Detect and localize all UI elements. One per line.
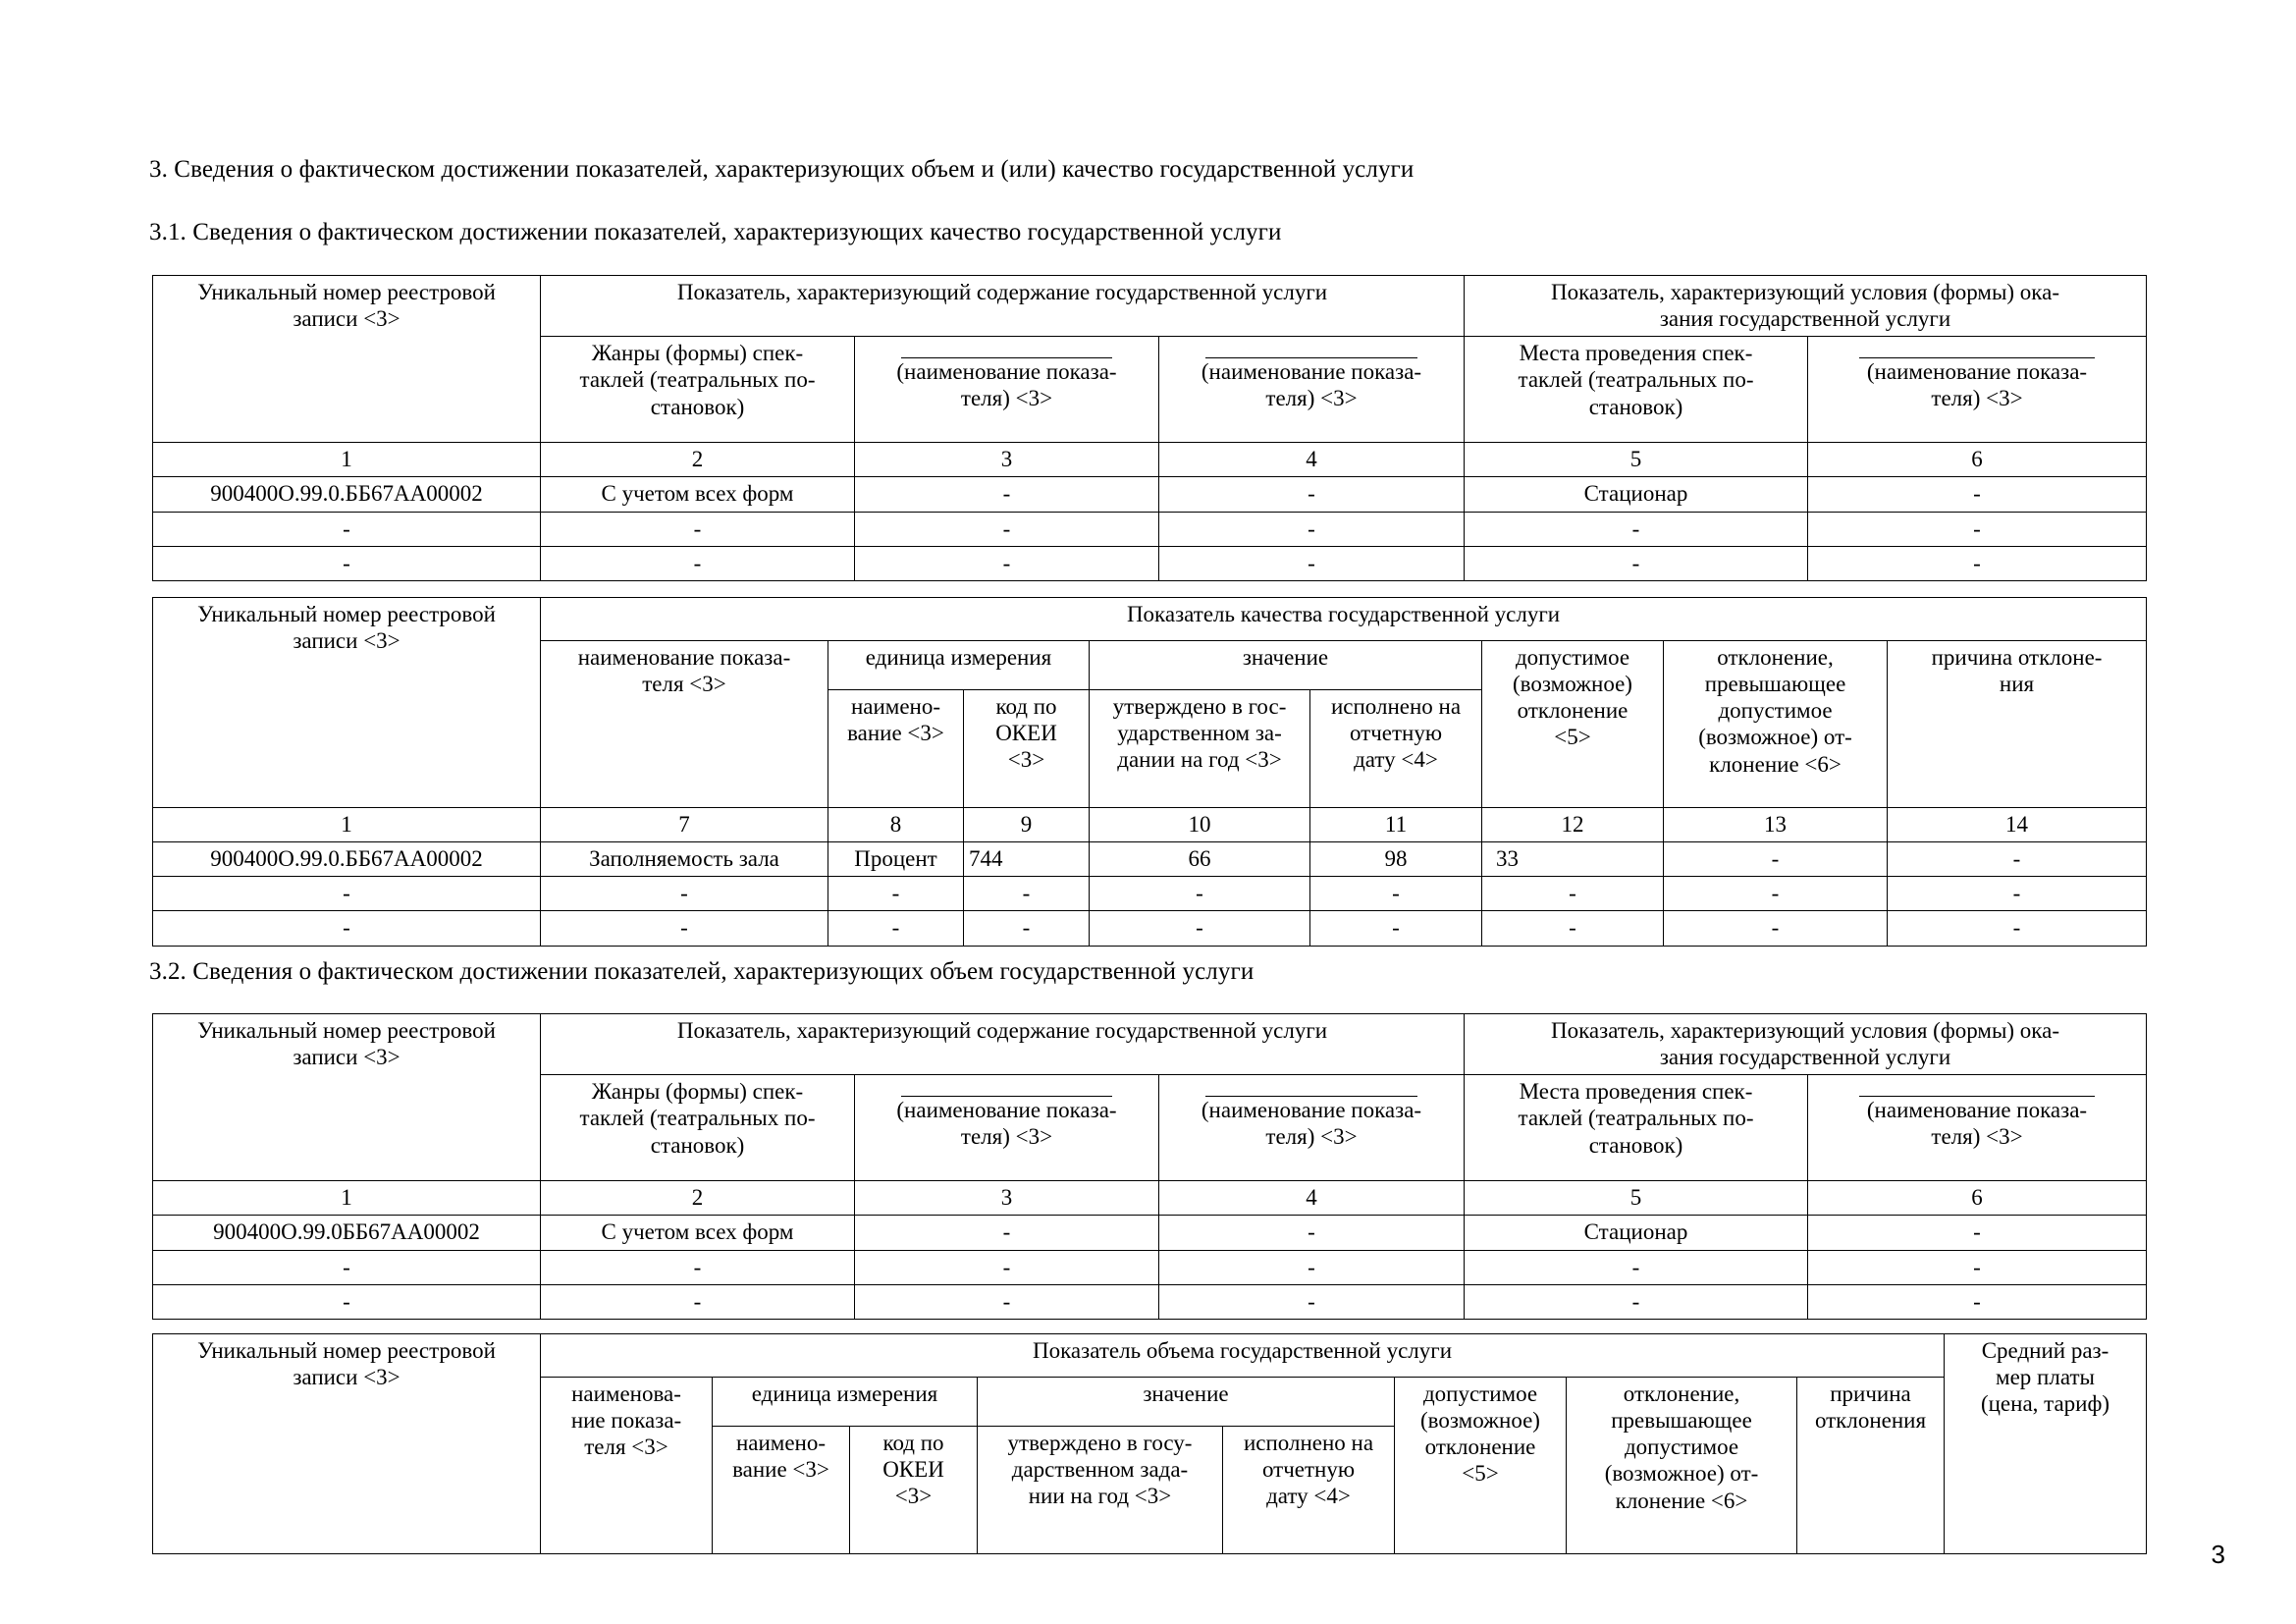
reg-number-value: - [153, 877, 541, 911]
okei-code-value: 744 [964, 842, 1090, 877]
unit-name-value: Процент [828, 842, 964, 877]
okei-code-header: код по ОКЕИ <3> [850, 1427, 978, 1554]
unit-name-value: - [828, 911, 964, 946]
indicator-name-header-3: (наименование показа- теля) <3> [855, 1075, 1159, 1181]
quality-indicator-main-header: Показатель качества государственной услуги [541, 598, 2147, 641]
unit-name-header: наимено- вание <3> [828, 690, 964, 808]
col-num-5: 5 [1465, 443, 1808, 477]
unit-of-measure-header: единица измерения [713, 1378, 978, 1427]
table-row [153, 1216, 2147, 1250]
excess-deviation-value: - [1664, 842, 1888, 877]
indicator-6-value: - [1808, 1284, 2147, 1319]
indicator-6-value: - [1808, 512, 2147, 546]
approved-value: 66 [1090, 842, 1310, 877]
col-num-2: 2 [541, 1181, 855, 1216]
table-row [153, 877, 2147, 911]
content-indicator-header: Показатель, характеризующий содержание государственной услуги [541, 1014, 1465, 1075]
place-value: Стационар [1465, 477, 1808, 512]
executed-value: - [1310, 911, 1482, 946]
indicator-name-header-3: (наименование показа- теля) <3> [855, 337, 1159, 443]
reg-number-value: - [153, 1250, 541, 1284]
reason-value: - [1888, 877, 2147, 911]
indicator-name-value: - [541, 911, 828, 946]
table-volume-indicators [152, 1333, 2147, 1554]
placeholder-line [901, 346, 1112, 358]
reg-number-value: - [153, 546, 541, 580]
genre-value: - [541, 546, 855, 580]
indicator-name-header: наименование показа- теля <3> [541, 641, 828, 808]
table-row [153, 842, 2147, 877]
placeholder-line [1859, 346, 2095, 358]
approved-header: утверждено в госу- дарственном зада- нии на год <3> [978, 1427, 1223, 1554]
reg-number-value: - [153, 911, 541, 946]
placeholder-line [1205, 346, 1417, 358]
column-numbers-row [153, 443, 2147, 477]
col-num-6: 6 [1808, 1181, 2147, 1216]
okei-code-header: код по ОКЕИ <3> [964, 690, 1090, 808]
table-row [153, 911, 2147, 946]
executed-header: исполнено на отчетную дату <4> [1223, 1427, 1395, 1554]
indicator-3-value: - [855, 512, 1159, 546]
section-3-1-heading: 3.1. Сведения о фактическом достижении показателей, характеризующих качество государственной услуги [149, 219, 1282, 245]
table-row [153, 276, 2147, 337]
column-numbers-row [153, 808, 2147, 842]
reason-value: - [1888, 911, 2147, 946]
okei-code-value: - [964, 877, 1090, 911]
col-num-3: 3 [855, 443, 1159, 477]
reg-number-value: 900400О.99.0ББ67АА00002 [153, 1216, 541, 1250]
executed-header: исполнено на отчетную дату <4> [1310, 690, 1482, 808]
excess-deviation-value: - [1664, 877, 1888, 911]
indicator-name-value: - [541, 877, 828, 911]
excess-deviation-header: отклонение, превышающее допустимое (возможное) от- клонение <6> [1664, 641, 1888, 808]
genre-value: - [541, 512, 855, 546]
col-num-2: 2 [541, 443, 855, 477]
place-value: Стационар [1465, 1216, 1808, 1250]
reg-number-value: - [153, 512, 541, 546]
indicator-3-value: - [855, 1216, 1159, 1250]
conditions-indicator-header: Показатель, характеризующий условия (формы) ока- зания государственной услуги [1465, 1014, 2147, 1075]
table-row [153, 1014, 2147, 1075]
places-header: Места проведения спек- таклей (театральных по- становок) [1465, 337, 1808, 443]
table-row [153, 546, 2147, 580]
indicator-6-value: - [1808, 1216, 2147, 1250]
col-num-4: 4 [1159, 1181, 1465, 1216]
approved-value: - [1090, 877, 1310, 911]
reason-header: причина отклонения [1797, 1378, 1945, 1554]
reg-number-value: 900400О.99.0.ББ67АА00002 [153, 842, 541, 877]
indicator-3-value: - [855, 1284, 1159, 1319]
place-value: - [1465, 546, 1808, 580]
indicator-4-value: - [1159, 1216, 1465, 1250]
average-fee-header: Средний раз- мер платы (цена, тариф) [1945, 1334, 2147, 1554]
value-header: значение [1090, 641, 1482, 690]
table-quality-indicators [152, 597, 2147, 947]
reg-number-header: Уникальный номер реестровой записи <3> [153, 276, 541, 443]
executed-value: 98 [1310, 842, 1482, 877]
permissible-deviation-value: 33 [1482, 842, 1664, 877]
indicator-3-value: - [855, 1250, 1159, 1284]
indicator-4-value: - [1159, 1284, 1465, 1319]
table-row [153, 1250, 2147, 1284]
indicator-name-header: наименова- ние показа- теля <3> [541, 1378, 713, 1554]
col-num-8: 8 [828, 808, 964, 842]
permissible-deviation-value: - [1482, 877, 1664, 911]
section-3-heading: 3. Сведения о фактическом достижении показателей, характеризующих объем и (или) качество государственной услуги [149, 156, 1415, 183]
indicator-6-value: - [1808, 546, 2147, 580]
indicator-4-value: - [1159, 1250, 1465, 1284]
col-num-1: 1 [153, 1181, 541, 1216]
col-num-4: 4 [1159, 443, 1465, 477]
approved-header: утверждено в гос- ударственном за- дании на год <3> [1090, 690, 1310, 808]
genre-value: С учетом всех форм [541, 1216, 855, 1250]
conditions-indicator-header: Показатель, характеризующий условия (формы) ока- зания государственной услуги [1465, 276, 2147, 337]
table-row [153, 1284, 2147, 1319]
indicator-name-header-4: (наименование показа- теля) <3> [1159, 1075, 1465, 1181]
reason-value: - [1888, 842, 2147, 877]
indicator-name-header-4: (наименование показа- теля) <3> [1159, 337, 1465, 443]
genre-value: - [541, 1250, 855, 1284]
place-value: - [1465, 1284, 1808, 1319]
col-num-11: 11 [1310, 808, 1482, 842]
genre-value: С учетом всех форм [541, 477, 855, 512]
col-num-6: 6 [1808, 443, 2147, 477]
reg-number-header: Уникальный номер реестровой записи <3> [153, 598, 541, 808]
col-num-10: 10 [1090, 808, 1310, 842]
reg-number-header: Уникальный номер реестровой записи <3> [153, 1334, 541, 1554]
indicator-3-value: - [855, 477, 1159, 512]
table-row [153, 598, 2147, 641]
table-content-indicators-quality [152, 275, 2147, 581]
permissible-deviation-header: допустимое (возможное) отклонение <5> [1395, 1378, 1567, 1554]
unit-of-measure-header: единица измерения [828, 641, 1090, 690]
col-num-14: 14 [1888, 808, 2147, 842]
indicator-4-value: - [1159, 546, 1465, 580]
permissible-deviation-value: - [1482, 911, 1664, 946]
reg-number-value: - [153, 1284, 541, 1319]
placeholder-line [901, 1084, 1112, 1097]
value-header: значение [978, 1378, 1395, 1427]
okei-code-value: - [964, 911, 1090, 946]
place-value: - [1465, 1250, 1808, 1284]
indicator-name-header-6: (наименование показа- теля) <3> [1808, 337, 2147, 443]
place-value: - [1465, 512, 1808, 546]
reg-number-header: Уникальный номер реестровой записи <3> [153, 1014, 541, 1181]
reason-header: причина отклоне- ния [1888, 641, 2147, 808]
content-indicator-header: Показатель, характеризующий содержание государственной услуги [541, 276, 1465, 337]
genres-header: Жанры (формы) спек- таклей (театральных по- становок) [541, 337, 855, 443]
approved-value: - [1090, 911, 1310, 946]
unit-name-value: - [828, 877, 964, 911]
indicator-6-value: - [1808, 1250, 2147, 1284]
excess-deviation-value: - [1664, 911, 1888, 946]
col-num-3: 3 [855, 1181, 1159, 1216]
table-row [153, 512, 2147, 546]
column-numbers-row [153, 1181, 2147, 1216]
genre-value: - [541, 1284, 855, 1319]
table-content-indicators-volume [152, 1013, 2147, 1320]
indicator-4-value: - [1159, 512, 1465, 546]
section-3-2-heading: 3.2. Сведения о фактическом достижении показателей, характеризующих объем государственной услуги [149, 958, 1255, 985]
indicator-3-value: - [855, 546, 1159, 580]
excess-deviation-header: отклонение, превышающее допустимое (возможное) от- клонение <6> [1567, 1378, 1797, 1554]
places-header: Места проведения спек- таклей (театральных по- становок) [1465, 1075, 1808, 1181]
unit-name-header: наимено- вание <3> [713, 1427, 850, 1554]
indicator-name-header-6: (наименование показа- теля) <3> [1808, 1075, 2147, 1181]
indicator-name-value: Заполняемость зала [541, 842, 828, 877]
volume-indicator-main-header: Показатель объема государственной услуги [541, 1334, 1945, 1378]
indicator-6-value: - [1808, 477, 2147, 512]
reg-number-value: 900400О.99.0.ББ67АА00002 [153, 477, 541, 512]
table-row [153, 1334, 2147, 1378]
permissible-deviation-header: допустимое (возможное) отклонение <5> [1482, 641, 1664, 808]
col-num-9: 9 [964, 808, 1090, 842]
placeholder-line [1205, 1084, 1417, 1097]
col-num-1: 1 [153, 443, 541, 477]
page-number: 3 [2211, 1540, 2225, 1569]
col-num-7: 7 [541, 808, 828, 842]
table-row [153, 477, 2147, 512]
col-num-13: 13 [1664, 808, 1888, 842]
genres-header: Жанры (формы) спек- таклей (театральных по- становок) [541, 1075, 855, 1181]
col-num-1: 1 [153, 808, 541, 842]
indicator-4-value: - [1159, 477, 1465, 512]
executed-value: - [1310, 877, 1482, 911]
col-num-5: 5 [1465, 1181, 1808, 1216]
col-num-12: 12 [1482, 808, 1664, 842]
placeholder-line [1859, 1084, 2095, 1097]
